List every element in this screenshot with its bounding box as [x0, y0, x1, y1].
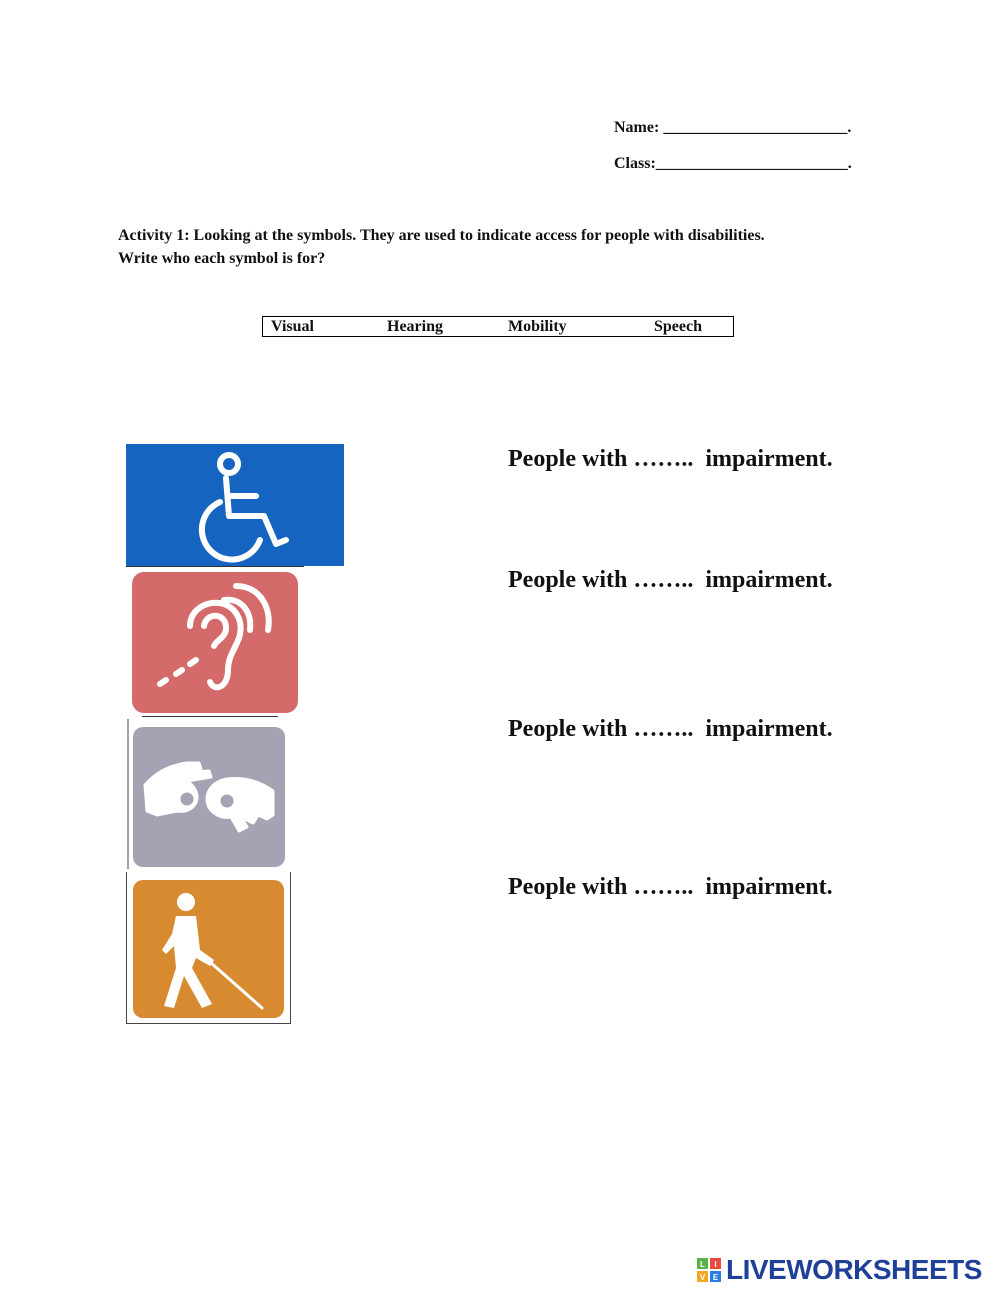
answer-prefix: People with	[508, 567, 628, 593]
blind-person-cane-icon	[126, 872, 291, 1024]
word-bank-hearing: Hearing	[387, 318, 443, 335]
liveworksheets-logo	[697, 1254, 982, 1286]
liveworksheets-logo-mark-icon	[697, 1258, 723, 1282]
svg-text:E: E	[712, 1273, 719, 1282]
svg-text:V: V	[699, 1273, 706, 1282]
logo-text: LIVEWORKSHEETS	[726, 1254, 982, 1285]
class-field[interactable]: Class:________________________.	[614, 155, 852, 172]
answer-blank[interactable]: ……..	[633, 716, 694, 742]
sign-language-hands-icon	[127, 719, 287, 869]
answer-suffix: impairment.	[705, 446, 833, 472]
divider-line	[126, 566, 304, 567]
answer-suffix: impairment.	[705, 716, 833, 742]
answer-blank[interactable]: ……..	[633, 567, 694, 593]
divider-line	[142, 716, 278, 717]
answer-suffix: impairment.	[705, 874, 833, 900]
svg-text:I: I	[714, 1260, 717, 1269]
answer-blank[interactable]: ……..	[633, 446, 694, 472]
instruction-line-2: Write who each symbol is for?	[118, 250, 326, 267]
word-bank-visual: Visual	[271, 318, 314, 335]
ear-hearing-icon	[132, 572, 298, 713]
activity-instructions	[118, 224, 898, 270]
answer-line-1	[508, 446, 833, 473]
svg-text:L: L	[700, 1260, 705, 1269]
word-bank-speech: Speech	[654, 318, 702, 335]
answer-prefix: People with	[508, 446, 628, 472]
answer-line-4	[508, 874, 833, 901]
word-bank-mobility: Mobility	[508, 318, 567, 335]
word-bank	[262, 316, 734, 337]
answer-prefix: People with	[508, 874, 628, 900]
answer-prefix: People with	[508, 716, 628, 742]
answer-line-3	[508, 716, 833, 743]
instruction-line-1: Activity 1: Looking at the symbols. They are used to indicate access for people with disabilities.	[118, 227, 765, 244]
answer-line-2	[508, 567, 833, 594]
wheelchair-icon	[126, 444, 344, 566]
name-field[interactable]: Name: _______________________.	[614, 119, 852, 136]
answer-blank[interactable]: ……..	[633, 874, 694, 900]
answer-suffix: impairment.	[705, 567, 833, 593]
